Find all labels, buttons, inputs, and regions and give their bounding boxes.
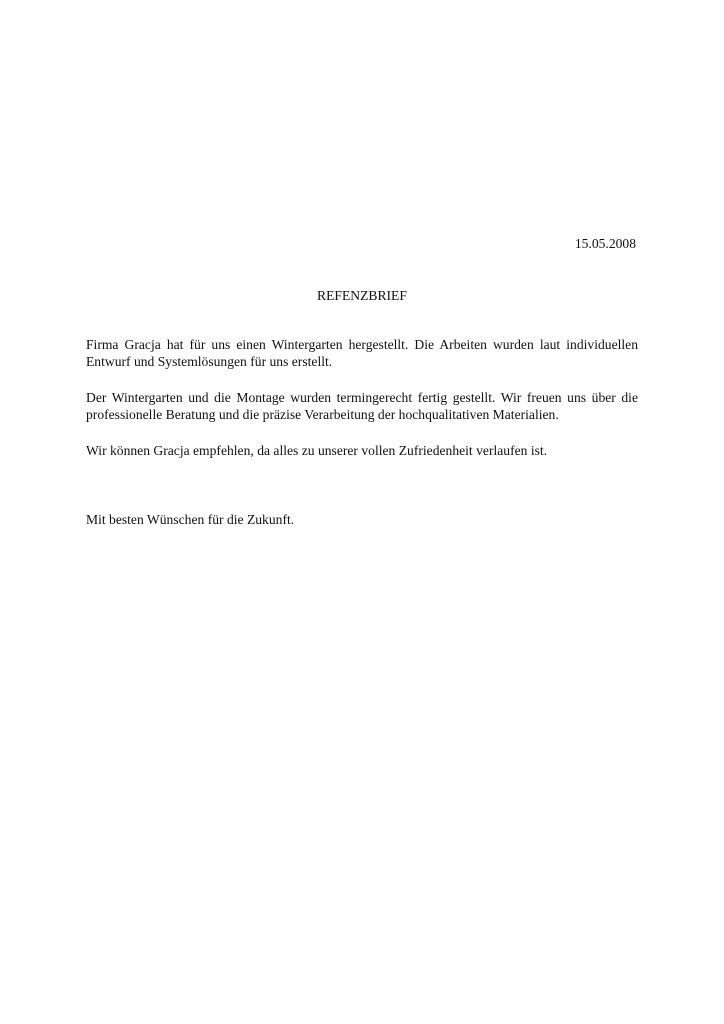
- body-paragraph-3: Wir können Gracja empfehlen, da alles zu unserer vollen Zufriedenheit verlaufen ist.: [86, 443, 548, 458]
- letter-date: 15.05.2008: [574, 236, 636, 251]
- closing-line: Mit besten Wünschen für die Zukunft.: [86, 512, 295, 527]
- body-paragraph-2: Der Wintergarten und die Montage wurden termingerecht fertig gestellt. Wir freuen uns über die professionelle Beratung und die präzise Verarbeitung der hochqualitativen Materialien.: [86, 390, 638, 422]
- body-paragraph-1: Firma Gracja hat für uns einen Wintergarten hergestellt. Die Arbeiten wurden laut individuellen Entwurf und Systemlösungen für uns erstellt.: [86, 337, 638, 369]
- letter-title: REFENZBRIEF: [317, 288, 407, 303]
